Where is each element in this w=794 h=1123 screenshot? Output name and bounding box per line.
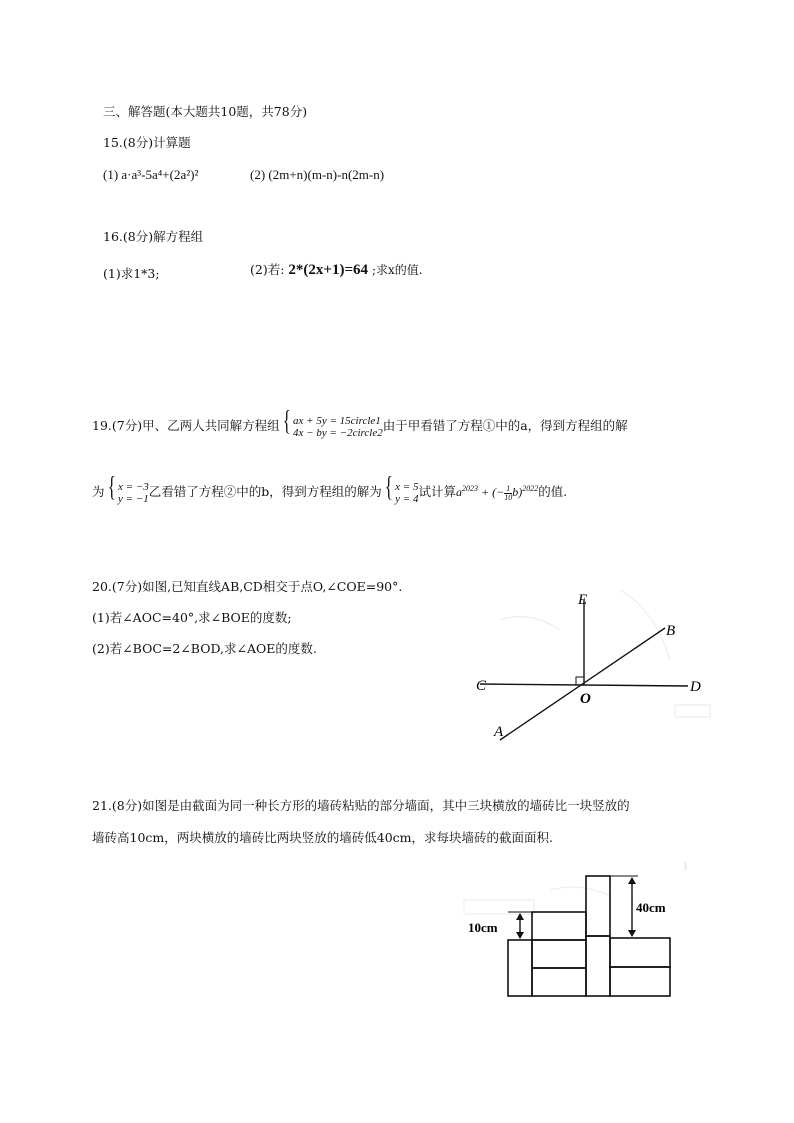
q16-part1: (1)求1*3;: [103, 266, 160, 281]
q20-figure-noise: [500, 590, 710, 717]
q19-text1: 由于甲看错了方程①中的a，得到方程组的解: [382, 418, 628, 433]
q19-sol1: [118, 481, 149, 505]
q19-sol1-brace: {: [107, 472, 116, 503]
q19-line2-prefix: 为: [92, 484, 105, 499]
q19-text3: 试计算: [418, 484, 456, 499]
section-title: 三、解答题(本大题共10题，共78分): [103, 104, 308, 119]
q19-sol2-x: x = 5: [395, 480, 419, 493]
label-e: E: [578, 592, 588, 608]
q15-part1: (1) a·a³-5a⁴+(2a²)²: [103, 167, 199, 182]
q19-sol2: [395, 481, 418, 505]
q16-equation: 2*(2x+1)=64: [288, 262, 368, 278]
q19-line1: [92, 408, 628, 440]
brick-vertical-top: [586, 876, 610, 936]
q19-prefix: 19.(7分)甲、乙两人共同解方程组: [92, 418, 280, 433]
q21-line2: 墙砖高10cm，两块横放的墙砖比两块竖放的墙砖低40cm，求每块墙砖的截面面积.: [92, 830, 553, 845]
q19-frac-den: 10: [504, 492, 513, 502]
dim-40-arrowhead-up: [628, 877, 636, 884]
label-40cm: 40cm: [636, 900, 666, 915]
label-d: D: [690, 679, 701, 695]
q19-line2: [92, 474, 567, 506]
q20-figure: [470, 580, 720, 750]
q15-title: 15.(8分)计算题: [103, 135, 191, 150]
label-a: A: [494, 724, 504, 740]
dim-40-arrowhead-down: [628, 930, 636, 937]
brick-horizontal-1: [532, 912, 586, 940]
q19-sol2-y: y = 4: [395, 492, 419, 505]
q19-expr-fraction: [504, 485, 512, 502]
q19-text4: 的值.: [538, 484, 568, 499]
q20-part2: (2)若∠BOC=2∠BOD,求∠AOE的度数.: [92, 641, 317, 656]
brick-horizontal-2: [532, 940, 586, 968]
q21-line1: 21.(8分)如图是由截面为同一种长方形的墙砖粘贴的部分墙面，其中三块横放的墙砖比一块竖放的: [92, 798, 630, 813]
q19-expression: [456, 483, 539, 502]
q19-sol2-brace: {: [384, 472, 393, 503]
label-o: O: [580, 691, 591, 707]
q19-text2: 乙看错了方程②中的b，得到方程组的解为: [148, 484, 382, 499]
q19-sol1-x: x = −3: [117, 480, 149, 493]
label-10cm: 10cm: [468, 920, 498, 935]
brick-horizontal-3: [532, 968, 586, 996]
q20-title: 20.(7分)如图,已知直线AB,CD相交于点O,∠COE=90°.: [92, 579, 403, 594]
label-c: C: [476, 678, 487, 694]
q19-expr-plus: + (−: [478, 485, 505, 499]
q19-expr-a-exp: 2023: [462, 484, 478, 493]
q16-part2: [250, 263, 423, 278]
q19-sol1-y: y = −1: [117, 492, 149, 505]
q19-expr-a: a: [456, 485, 462, 499]
q19-brace: {: [282, 406, 291, 437]
q20-part1: (1)若∠AOC=40°,求∠BOE的度数;: [92, 610, 292, 625]
brick-vertical-bottom: [586, 936, 610, 996]
brick-vertical-left: [508, 940, 532, 996]
q19-eq2: 4x − by = −2circle2: [293, 426, 383, 439]
q19-system: [293, 415, 383, 439]
q16-title: 16.(8分)解方程组: [103, 229, 204, 244]
brick-horizontal-right-2: [610, 967, 670, 996]
q16-part2-prefix: (2)若:: [250, 262, 285, 277]
q15-part2: (2) (2m+n)(m-n)-n(2m-n): [250, 167, 385, 182]
brick-horizontal-right-1: [610, 938, 670, 967]
label-b: B: [666, 623, 676, 639]
q19-expr-b: b): [512, 485, 523, 499]
q19-eq1: ax + 5y = 15circle1: [293, 414, 381, 427]
q21-figure: [460, 860, 690, 1005]
q16-part2-suffix: ;求x的值.: [371, 263, 423, 277]
q19-frac-num: 1: [506, 483, 511, 493]
dim-10-arrowhead-down: [516, 932, 524, 939]
q19-expr-b-exp: 2022: [522, 484, 539, 493]
